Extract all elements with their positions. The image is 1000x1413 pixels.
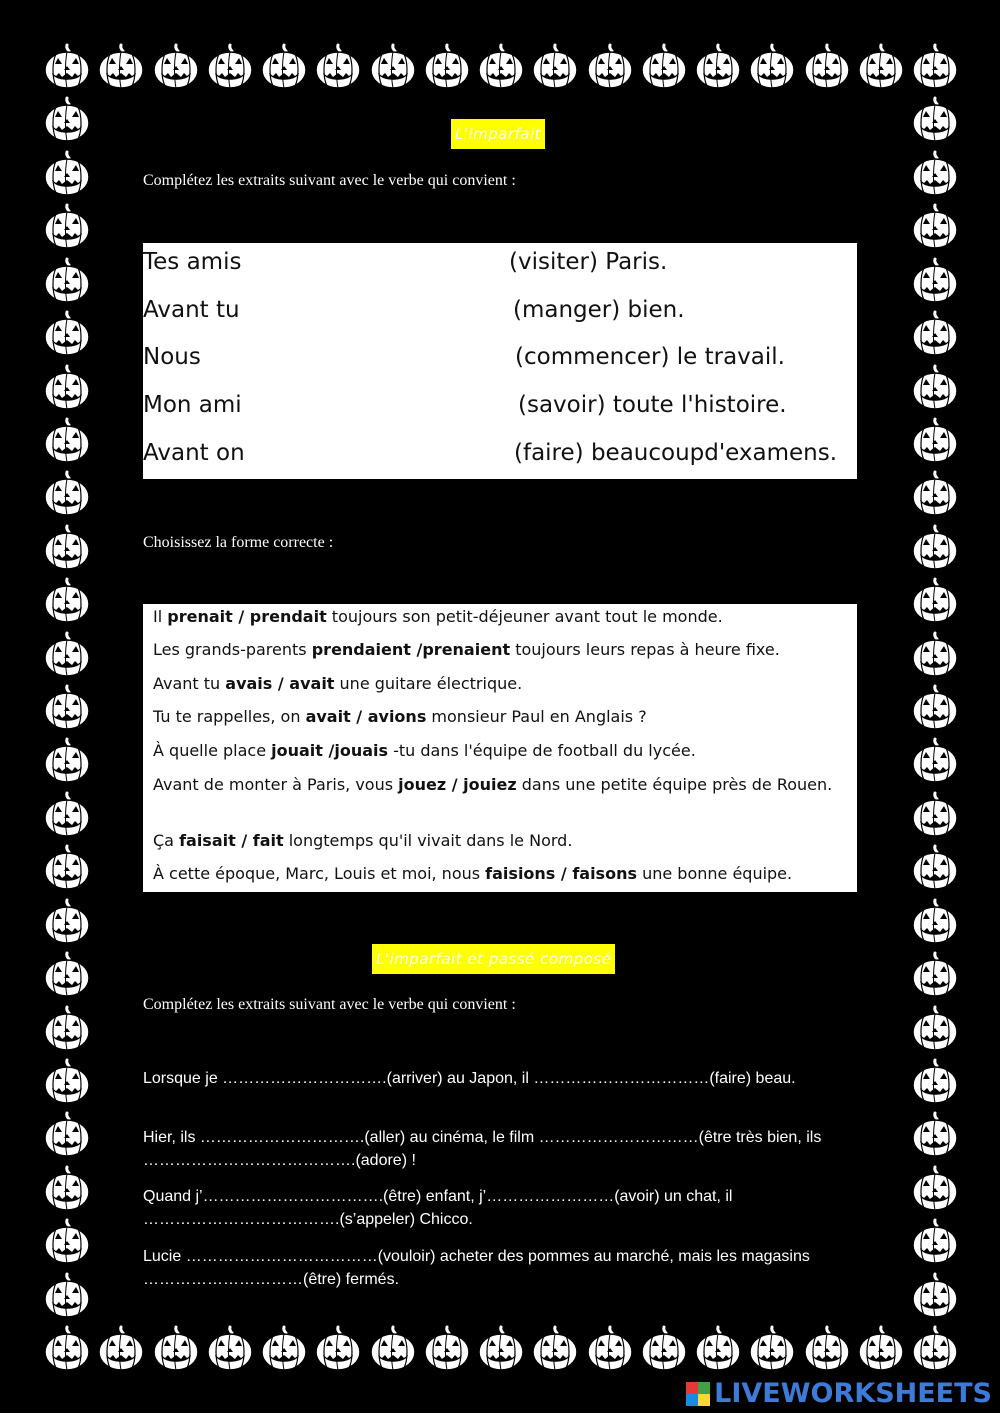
row-subject: Avant tu	[143, 297, 240, 323]
jack-o-lantern-icon	[42, 1324, 92, 1374]
jack-o-lantern-icon	[42, 897, 92, 947]
jack-o-lantern-icon	[42, 1164, 92, 1214]
jack-o-lantern-icon	[42, 95, 92, 145]
jack-o-lantern-icon	[910, 42, 960, 92]
jack-o-lantern-icon	[910, 469, 960, 519]
row-verb-hint: (manger) bien.	[513, 297, 685, 323]
jack-o-lantern-icon	[42, 256, 92, 306]
jack-o-lantern-icon	[205, 42, 255, 92]
jack-o-lantern-icon	[42, 149, 92, 199]
jack-o-lantern-icon	[693, 42, 743, 92]
jack-o-lantern-icon	[368, 42, 418, 92]
jack-o-lantern-icon	[42, 630, 92, 680]
row-text: une bonne équipe.	[636, 864, 793, 883]
jack-o-lantern-icon	[42, 1004, 92, 1054]
row-subject: Avant on	[143, 440, 245, 466]
row-subject: Nous	[143, 344, 201, 370]
row-text: Ça	[153, 831, 180, 850]
instruction-1: Complétez les extraits suivant avec le verbe qui convient :	[143, 172, 516, 189]
row-subject: Mon ami	[143, 392, 242, 418]
jack-o-lantern-icon	[422, 42, 472, 92]
jack-o-lantern-icon	[42, 416, 92, 466]
choice-options[interactable]: jouez / jouiez	[398, 775, 517, 794]
jack-o-lantern-icon	[42, 1271, 92, 1321]
choice-row	[153, 673, 853, 695]
row-text: Les grands-parents	[153, 640, 312, 659]
jack-o-lantern-icon	[42, 469, 92, 519]
instruction-3: Complétez les extraits suivant avec le verbe qui convient :	[143, 996, 516, 1013]
row-text: Tu te rappelles, on	[153, 707, 306, 726]
jack-o-lantern-icon	[422, 1324, 472, 1374]
jack-o-lantern-icon	[368, 1324, 418, 1374]
jack-o-lantern-icon	[910, 1324, 960, 1374]
jack-o-lantern-icon	[910, 1164, 960, 1214]
jack-o-lantern-icon	[42, 683, 92, 733]
choice-options[interactable]: avais / avait	[225, 674, 335, 693]
jack-o-lantern-icon	[259, 42, 309, 92]
row-text: À cette époque, Marc, Louis et moi, nous	[153, 864, 486, 883]
choice-options[interactable]: faisions / faisons	[485, 864, 637, 883]
liveworksheets-logo-icon	[686, 1382, 710, 1406]
choice-row	[153, 863, 853, 885]
choice-options[interactable]: avait / avions	[305, 707, 427, 726]
jack-o-lantern-icon	[42, 736, 92, 786]
row-text: dans une petite équipe près de Rouen.	[516, 775, 833, 794]
jack-o-lantern-icon	[42, 1110, 92, 1160]
jack-o-lantern-icon	[42, 202, 92, 252]
section-title-imparfait: L'imparfait	[451, 119, 545, 149]
jack-o-lantern-icon	[910, 363, 960, 413]
jack-o-lantern-icon	[802, 42, 852, 92]
exercise-paragraph: Hier, ils ………………………….(aller) au cinéma, le film …………………………(être très bien, ils ………………………………….(adore) !	[143, 1129, 822, 1169]
jack-o-lantern-icon	[151, 42, 201, 92]
jack-o-lantern-icon	[910, 1057, 960, 1107]
jack-o-lantern-icon	[910, 897, 960, 947]
row-text: monsieur Paul en Anglais ?	[426, 707, 647, 726]
jack-o-lantern-icon	[910, 790, 960, 840]
row-text: Avant tu	[153, 674, 226, 693]
jack-o-lantern-icon	[585, 1324, 635, 1374]
jack-o-lantern-icon	[42, 576, 92, 626]
row-text: toujours son petit-déjeuner avant tout le monde.	[326, 607, 723, 626]
row-text: longtemps qu'il vivait dans le Nord.	[283, 831, 573, 850]
jack-o-lantern-icon	[910, 630, 960, 680]
jack-o-lantern-icon	[910, 416, 960, 466]
jack-o-lantern-icon	[96, 1324, 146, 1374]
choice-options[interactable]: prendaient /prenaient	[311, 640, 511, 659]
jack-o-lantern-icon	[42, 309, 92, 359]
jack-o-lantern-icon	[42, 843, 92, 893]
exercise-paragraph: Quand j’…………………………….(être) enfant, j’……………………(avoir) un chat, il ……………………………….(s’appeler) Chicco.	[143, 1188, 733, 1228]
jack-o-lantern-icon	[96, 42, 146, 92]
liveworksheets-watermark	[686, 1378, 992, 1409]
jack-o-lantern-icon	[530, 1324, 580, 1374]
watermark-text: LIVEWORKSHEETS	[714, 1378, 992, 1409]
jack-o-lantern-icon	[639, 42, 689, 92]
choice-row	[153, 706, 853, 728]
jack-o-lantern-icon	[910, 736, 960, 786]
row-text: -tu dans l'équipe de football du lycée.	[388, 741, 696, 760]
jack-o-lantern-icon	[910, 309, 960, 359]
jack-o-lantern-icon	[910, 202, 960, 252]
row-verb-hint: (savoir) toute l'histoire.	[518, 392, 787, 418]
jack-o-lantern-icon	[476, 1324, 526, 1374]
jack-o-lantern-icon	[910, 1271, 960, 1321]
jack-o-lantern-icon	[856, 1324, 906, 1374]
choice-options[interactable]: prenait / prendait	[167, 607, 327, 626]
jack-o-lantern-icon	[42, 790, 92, 840]
jack-o-lantern-icon	[910, 843, 960, 893]
jack-o-lantern-icon	[476, 42, 526, 92]
jack-o-lantern-icon	[910, 523, 960, 573]
jack-o-lantern-icon	[910, 1217, 960, 1267]
exercise-box-conjugation	[143, 243, 857, 479]
jack-o-lantern-icon	[910, 950, 960, 1000]
jack-o-lantern-icon	[910, 683, 960, 733]
jack-o-lantern-icon	[639, 1324, 689, 1374]
jack-o-lantern-icon	[693, 1324, 743, 1374]
jack-o-lantern-icon	[910, 256, 960, 306]
jack-o-lantern-icon	[747, 42, 797, 92]
instruction-2: Choisissez la forme correcte :	[143, 534, 334, 551]
choice-row	[153, 639, 853, 661]
exercise-paragraph: Lorsque je ………………………….(arriver) au Japon, il ……………………………(faire) beau.	[143, 1070, 796, 1087]
jack-o-lantern-icon	[151, 1324, 201, 1374]
row-verb-hint: (faire) beaucoupd'examens.	[514, 440, 838, 466]
section-title-imparfait-passe-compose: L'imparfait et passé composé	[372, 944, 615, 974]
jack-o-lantern-icon	[42, 1217, 92, 1267]
row-text: toujours leurs repas à heure fixe.	[510, 640, 780, 659]
row-text: Avant de monter à Paris, vous	[153, 775, 399, 794]
jack-o-lantern-icon	[910, 576, 960, 626]
jack-o-lantern-icon	[910, 95, 960, 145]
jack-o-lantern-icon	[42, 363, 92, 413]
jack-o-lantern-icon	[313, 42, 363, 92]
exercise-paragraph: Lucie ………………………………(vouloir) acheter des pommes au marché, mais les magasins …………………………(être) fermés.	[143, 1248, 810, 1288]
jack-o-lantern-icon	[42, 950, 92, 1000]
jack-o-lantern-icon	[42, 1057, 92, 1107]
row-text: À quelle place	[153, 741, 272, 760]
choice-options[interactable]: jouait /jouais	[271, 741, 389, 760]
choice-row	[153, 740, 853, 762]
jack-o-lantern-icon	[747, 1324, 797, 1374]
row-verb-hint: (visiter) Paris.	[509, 249, 668, 275]
choice-row	[153, 606, 853, 628]
jack-o-lantern-icon	[910, 1004, 960, 1054]
jack-o-lantern-icon	[530, 42, 580, 92]
jack-o-lantern-icon	[313, 1324, 363, 1374]
choice-row	[153, 830, 853, 852]
row-verb-hint: (commencer) le travail.	[515, 344, 785, 370]
choice-options[interactable]: faisait / fait	[179, 831, 284, 850]
row-text: Il	[153, 607, 168, 626]
jack-o-lantern-icon	[802, 1324, 852, 1374]
row-subject: Tes amis	[143, 249, 242, 275]
jack-o-lantern-icon	[856, 42, 906, 92]
jack-o-lantern-icon	[42, 523, 92, 573]
jack-o-lantern-icon	[205, 1324, 255, 1374]
choice-row	[153, 774, 853, 796]
exercise-box-choice	[143, 604, 857, 892]
jack-o-lantern-icon	[259, 1324, 309, 1374]
jack-o-lantern-icon	[910, 1110, 960, 1160]
jack-o-lantern-icon	[42, 42, 92, 92]
row-text: une guitare électrique.	[334, 674, 523, 693]
jack-o-lantern-icon	[910, 149, 960, 199]
jack-o-lantern-icon	[585, 42, 635, 92]
